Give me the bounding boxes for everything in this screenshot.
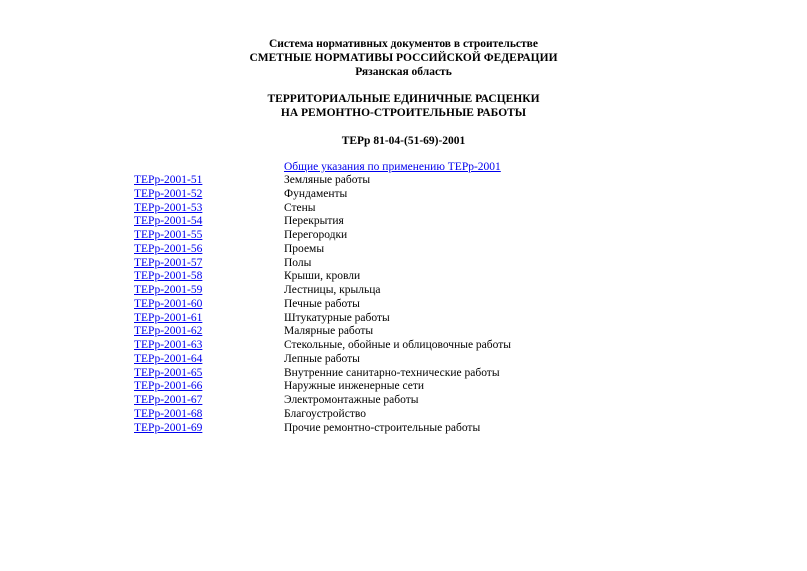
toc-section-title: Стекольные, обойные и облицовочные работы <box>284 339 511 351</box>
toc-code-link[interactable]: ТЕРр-2001-65 <box>134 366 203 379</box>
toc-section-title: Перекрытия <box>284 215 344 228</box>
toc-code-link[interactable]: ТЕРр-2001-56 <box>134 242 203 255</box>
toc-code-link[interactable]: ТЕРр-2001-66 <box>134 380 203 393</box>
general-instructions-link[interactable]: Общие указания по применению ТЕРр-2001 <box>284 161 501 173</box>
toc-section-title: Малярные работы <box>284 325 374 338</box>
toc-section-title: Штукатурные работы <box>284 311 390 324</box>
toc-section-title: Электромонтажные работы <box>284 394 419 406</box>
header-doc-title-line2: НА РЕМОНТНО-СТРОИТЕЛЬНЫЕ РАБОТЫ <box>280 107 527 119</box>
toc-section-title: Фундаменты <box>284 187 348 200</box>
toc-code-link[interactable]: ТЕРр-2001-63 <box>134 339 203 351</box>
toc-code-link[interactable]: ТЕРр-2001-62 <box>134 325 203 338</box>
toc-code-link[interactable]: ТЕРр-2001-54 <box>134 215 203 228</box>
toc-code-link[interactable]: ТЕРр-2001-69 <box>134 421 203 434</box>
toc-code-link[interactable]: ТЕРр-2001-60 <box>134 297 203 310</box>
toc-code-link[interactable]: ТЕРр-2001-61 <box>134 311 203 324</box>
toc-section-title: Земляные работы <box>284 174 371 186</box>
toc-section-title: Лепные работы <box>284 352 360 365</box>
toc-section-title: Проемы <box>284 242 325 255</box>
header-norms-title: СМЕТНЫЕ НОРМАТИВЫ РОССИЙСКОЙ ФЕДЕРАЦИИ <box>249 52 558 64</box>
toc-code-link[interactable]: ТЕРр-2001-64 <box>134 352 203 365</box>
toc-code-link[interactable]: ТЕРр-2001-68 <box>134 407 203 420</box>
toc-section-title: Печные работы <box>284 297 360 310</box>
toc-code-link[interactable]: ТЕРр-2001-58 <box>134 270 203 283</box>
toc-section-title: Прочие ремонтно-строительные работы <box>284 421 481 434</box>
header-doc-code: ТЕРр 81-04-(51-69)-2001 <box>341 135 466 147</box>
toc-section-title: Лестницы, крыльца <box>284 284 381 296</box>
toc-code-link[interactable]: ТЕРр-2001-52 <box>134 187 203 200</box>
header-system-title: Система нормативных документов в строительстве <box>268 38 539 50</box>
toc-code-link[interactable]: ТЕРр-2001-53 <box>134 201 203 214</box>
toc-section-title: Наружные инженерные сети <box>284 380 425 393</box>
toc-code-link[interactable]: ТЕРр-2001-59 <box>134 284 203 296</box>
toc-code-link[interactable]: ТЕРр-2001-51 <box>134 174 203 186</box>
toc-section-title: Внутренние санитарно-технические работы <box>284 366 500 379</box>
toc-section-title: Полы <box>284 256 312 269</box>
header-doc-title-line1: ТЕРРИТОРИАЛЬНЫЕ ЕДИНИЧНЫЕ РАСЦЕНКИ <box>267 93 540 105</box>
toc-section-title: Благоустройство <box>284 407 366 420</box>
toc-code-link[interactable]: ТЕРр-2001-57 <box>134 256 203 269</box>
toc-section-title: Крыши, кровли <box>284 270 361 283</box>
header-region: Рязанская область <box>355 66 452 78</box>
toc-section-title: Стены <box>284 201 316 214</box>
toc-code-link[interactable]: ТЕРр-2001-67 <box>134 394 203 406</box>
toc-code-link[interactable]: ТЕРр-2001-55 <box>134 229 203 241</box>
toc-section-title: Перегородки <box>284 229 348 241</box>
